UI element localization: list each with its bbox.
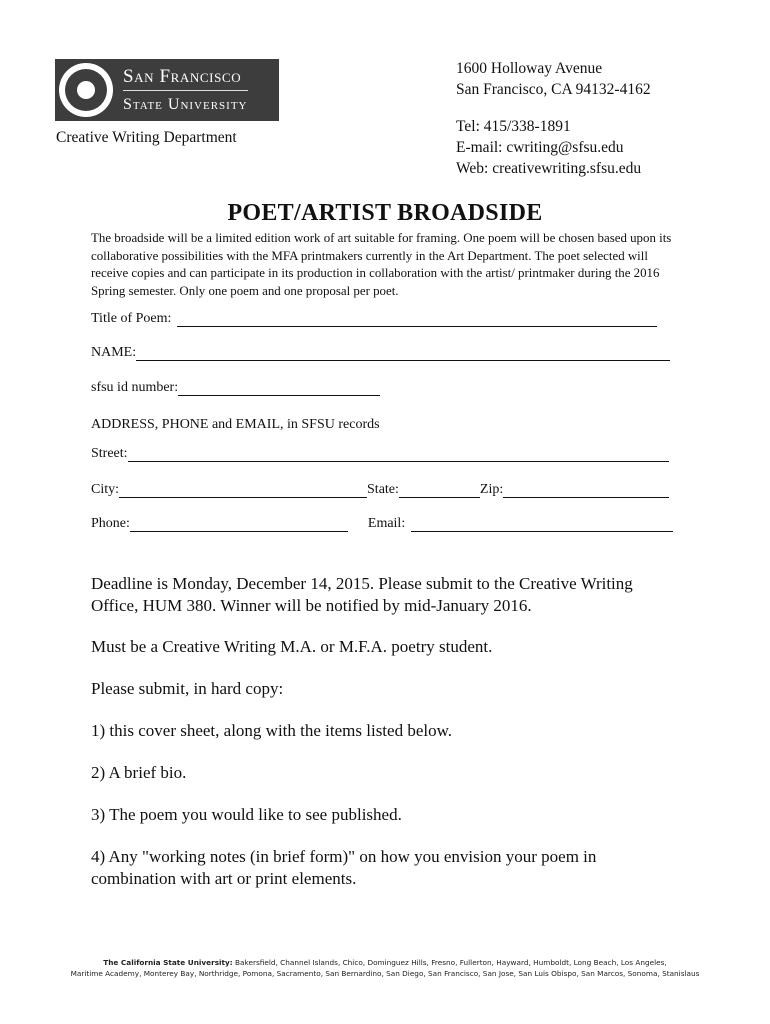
sfsu-id-row <box>91 380 380 396</box>
page-title: POET/ARTIST BROADSIDE <box>227 200 543 226</box>
phone-email-row <box>91 516 673 532</box>
eligibility-text: Must be a Creative Writing M.A. or M.F.A. poetry student. <box>91 637 493 656</box>
list-item <box>91 846 596 890</box>
sfsu-id-label: sfsu id number: <box>91 380 179 395</box>
poem-title-field[interactable] <box>177 312 657 327</box>
mailing-address <box>456 58 651 100</box>
university-seal-icon <box>59 63 113 117</box>
deadline-line-2: Office, HUM 380. Winner will be notified by mid-January 2016. <box>91 596 532 615</box>
zip-label: Zip: <box>479 482 504 497</box>
footer-campuses-line-1: Bakersfield, Channel Islands, Chico, Dominguez Hills, Fresno, Fullerton, Hayward, Humboldt, Long Beach, Los Angeles, <box>235 958 667 967</box>
name-label: NAME: <box>91 345 137 360</box>
university-logo <box>55 59 279 121</box>
address-street: 1600 Holloway Avenue <box>456 60 603 77</box>
department-name: Creative Writing Department <box>56 129 237 146</box>
contact-info <box>456 116 641 179</box>
list-item: 1) this cover sheet, along with the items listed below. <box>91 721 453 740</box>
street-field[interactable] <box>128 447 669 462</box>
poem-title-row <box>91 311 657 327</box>
website: Web: creativewriting.sfsu.edu <box>456 160 642 177</box>
sfsu-id-field[interactable] <box>178 381 380 396</box>
footer-csu-label: The California State University: <box>103 958 233 967</box>
submit-intro: Please submit, in hard copy: <box>91 679 284 698</box>
logo-line-2: State University <box>123 96 248 113</box>
deadline-text <box>91 573 633 617</box>
logo-line-1: San Francisco <box>123 67 248 91</box>
email-address: E-mail: cwriting@sfsu.edu <box>456 139 624 156</box>
email-field[interactable] <box>411 517 673 532</box>
deadline-line-1: Deadline is Monday, December 14, 2015. Please submit to the Creative Writing <box>91 574 633 593</box>
city-state-zip-row <box>91 482 669 498</box>
street-row <box>91 446 669 462</box>
city-label: City: <box>91 482 120 497</box>
list-item: 2) A brief bio. <box>91 763 187 782</box>
zip-field[interactable] <box>503 483 669 498</box>
footer-campuses-line-2: Maritime Academy, Monterey Bay, Northridge, Pomona, Sacramento, San Bernardino, San Diego, San Francisco, San Jose, San Luis Obispo, San Marcos, Sonoma, Stanislaus <box>70 969 700 978</box>
phone-field[interactable] <box>130 517 348 532</box>
address-heading: ADDRESS, PHONE and EMAIL, in SFSU records <box>91 417 380 432</box>
poem-title-label: Title of Poem: <box>91 311 172 326</box>
street-label: Street: <box>91 446 128 461</box>
intro-paragraph: The broadside will be a limited edition work of art suitable for framing. One poem will be chosen based upon its collaborative possibilities with the MFA printmakers currently in the Art Department. The poet selected will receive copies and can participate in its production in collaboration with the artist/ printmaker during the 2016 Spring semester. Only one poem and one proposal per poet. <box>91 231 672 298</box>
address-city: San Francisco, CA 94132-4162 <box>456 81 651 98</box>
email-label: Email: <box>367 516 406 531</box>
name-row <box>91 345 670 361</box>
item4-line-2: combination with art or print elements. <box>91 869 357 888</box>
list-item: 3) The poem you would like to see published. <box>91 805 402 824</box>
state-field[interactable] <box>399 483 480 498</box>
state-label: State: <box>367 482 399 497</box>
city-field[interactable] <box>119 483 367 498</box>
name-field[interactable] <box>136 346 670 361</box>
phone-label: Phone: <box>91 516 130 531</box>
item4-line-1: 4) Any "working notes (in brief form)" on how you envision your poem in <box>91 847 597 866</box>
footer-campuses <box>0 957 770 979</box>
phone-number: Tel: 415/338-1891 <box>456 118 571 135</box>
